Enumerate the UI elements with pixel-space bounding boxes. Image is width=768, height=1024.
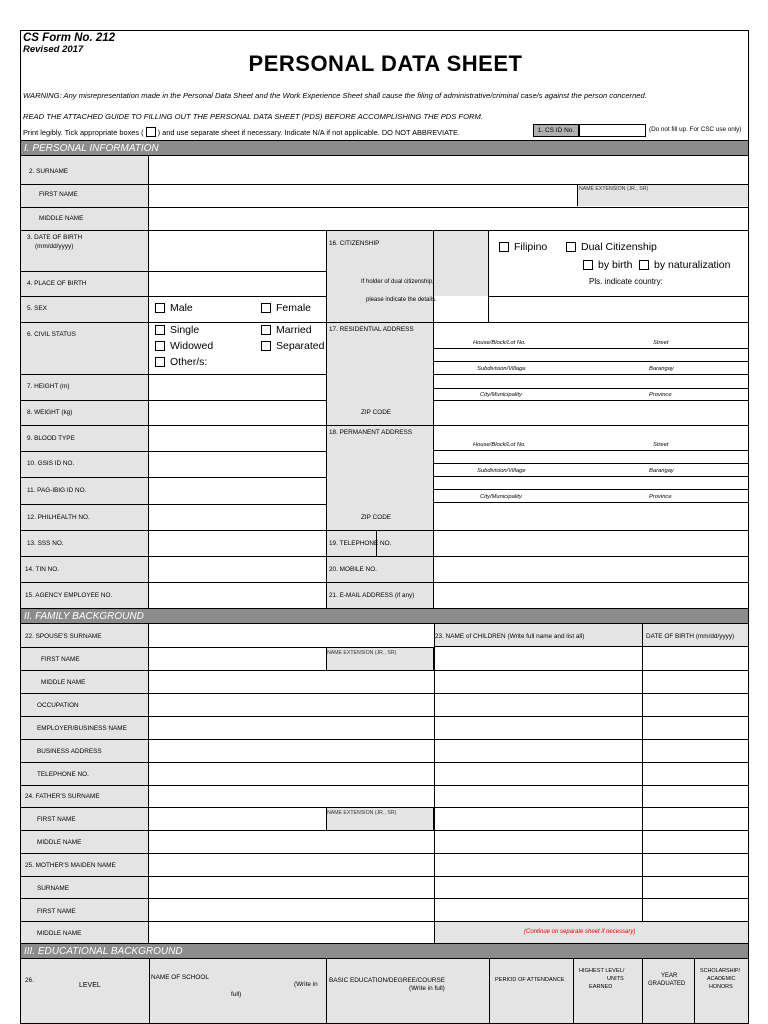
edu-school-label: NAME OF SCHOOL	[151, 974, 209, 981]
single-label: Single	[170, 324, 200, 336]
filipino-checkbox[interactable]	[499, 241, 547, 253]
csid-label: 1. CS ID No.	[533, 124, 579, 137]
dual-citizenship-checkbox[interactable]	[566, 241, 657, 253]
middle-name-label: MIDDLE NAME	[39, 215, 84, 222]
filipino-label: Filipino	[514, 241, 548, 253]
continue-note: (Continue on separate sheet if necessary)	[524, 929, 636, 935]
employer-label: EMPLOYER/BUSINESS NAME	[37, 725, 127, 732]
first-name-label: FIRST NAME	[39, 191, 78, 198]
gsis-label: 10. GSIS ID NO.	[27, 460, 75, 467]
mother-middle-label: MIDDLE NAME	[37, 930, 82, 937]
dob-label: 3. DATE OF BIRTH	[27, 234, 83, 241]
perm-province-label: Province	[649, 494, 672, 500]
mother-first-label: FIRST NAME	[37, 908, 76, 915]
female-label: Female	[276, 302, 312, 314]
surname-label: 2. SURNAME	[29, 168, 69, 175]
print-instructions-b: ) and use separate sheet if necessary. Indicate N/A if not applicable. DO NOT ABBREVIATE.	[157, 127, 460, 137]
by-birth-checkbox[interactable]	[583, 259, 632, 271]
edu-period-label: PERIOD OF ATTENDANCE	[495, 977, 565, 983]
civil-status-label: 6. CIVIL STATUS	[27, 331, 76, 338]
res-zip-label: ZIP CODE	[361, 409, 392, 416]
res-barangay-label: Barangay	[649, 366, 674, 372]
tin-label: 14. TIN NO.	[25, 566, 59, 573]
print-instructions	[23, 127, 460, 137]
pagibig-label: 11. PAG-IBIG ID NO.	[27, 487, 87, 494]
male-checkbox[interactable]	[155, 302, 193, 314]
married-checkbox[interactable]	[261, 324, 312, 336]
others-checkbox[interactable]	[155, 356, 207, 368]
dob-format: (mm/dd/yyyy)	[35, 243, 74, 250]
father-middle-label: MIDDLE NAME	[37, 839, 82, 846]
address-label-column	[326, 230, 434, 608]
sex-label: 5. SEX	[27, 305, 47, 312]
education-header	[21, 959, 749, 1024]
edu-num: 26.	[25, 977, 34, 984]
perm-zip-label: ZIP CODE	[361, 514, 392, 521]
warning-text: WARNING: Any misrepresentation made in the Personal Data Sheet and the Work Experience Sheet shall cause the filing of administrative/criminal case/s against the person concerned.	[23, 91, 647, 100]
res-street-label: Street	[653, 340, 669, 346]
perm-subdivision-label: Subdivision/Village	[477, 468, 526, 474]
pob-label: 4. PLACE OF BIRTH	[27, 280, 87, 287]
edu-highest-3: EARNED	[589, 984, 613, 990]
spouse-middle-label: MIDDLE NAME	[41, 679, 86, 686]
citizenship-note-bg	[434, 230, 489, 296]
res-subdivision-label: Subdivision/Village	[477, 366, 526, 372]
mobile-label: 20. MOBILE NO.	[329, 566, 377, 573]
mother-maiden-label: 25. MOTHER'S MAIDEN NAME	[25, 862, 116, 869]
edu-course-write: (Write in full)	[409, 985, 445, 992]
perm-city-label: City/Municipality	[480, 494, 522, 500]
edu-year-2: GRADUATED	[648, 981, 686, 987]
print-instructions-a: Print legibly. Tick appropriate boxes (	[23, 127, 144, 137]
dual-note-2: please indicate the details.	[366, 297, 437, 303]
spouse-first-label: FIRST NAME	[41, 656, 80, 663]
occupation-label: OCCUPATION	[37, 702, 79, 709]
children-label: 23. NAME of CHILDREN (Write full name and list all)	[435, 633, 585, 640]
perm-street-label: Street	[653, 442, 669, 448]
indicate-country: Pls. indicate country:	[589, 277, 663, 286]
widowed-label: Widowed	[170, 340, 214, 352]
res-province-label: Province	[649, 392, 672, 398]
married-label: Married	[276, 324, 312, 336]
edu-scholar-3: HONORS	[709, 984, 733, 990]
csid-note: (Do not fill up. For CSC use only)	[649, 126, 742, 133]
page-title: PERSONAL DATA SHEET	[248, 51, 523, 76]
weight-label: 8. WEIGHT (kg)	[27, 409, 73, 416]
read-guide-text: READ THE ATTACHED GUIDE TO FILLING OUT THE PERSONAL DATA SHEET (PDS) BEFORE ACCOMPLISHING THE PDS FORM.	[23, 112, 483, 121]
by-birth-label: by birth	[598, 259, 633, 271]
edu-year-1: YEAR	[661, 973, 678, 979]
separated-checkbox[interactable]	[261, 340, 324, 352]
email-label: 21. E-MAIL ADDRESS (if any)	[329, 592, 415, 599]
edu-level-label: LEVEL	[79, 982, 101, 989]
form-number: CS Form No. 212	[23, 32, 116, 44]
others-label: Other/s:	[170, 356, 208, 368]
blood-type-label: 9. BLOOD TYPE	[27, 435, 75, 442]
philhealth-label: 12. PHILHEALTH NO.	[27, 514, 90, 521]
spouse-surname-label: 22. SPOUSE'S SURNAME	[25, 633, 102, 640]
family-telephone-label: TELEPHONE NO.	[37, 771, 89, 778]
edu-school-full: full)	[231, 991, 242, 998]
pds-form	[20, 30, 749, 1024]
children-dob-label: DATE OF BIRTH (mm/dd/yyyy)	[646, 633, 735, 640]
res-house-label: House/Block/Lot No.	[473, 340, 526, 346]
father-surname-label: 24. FATHER'S SURNAME	[25, 793, 100, 800]
permanent-address-label: 18. PERMANENT ADDRESS	[329, 429, 412, 436]
single-checkbox[interactable]	[155, 324, 199, 336]
edu-scholar-2: ACADEMIC	[707, 976, 736, 982]
csid-input[interactable]	[579, 124, 646, 137]
male-label: Male	[170, 302, 193, 314]
by-naturalization-checkbox[interactable]	[639, 259, 730, 271]
edu-course-label: BASIC EDUCATION/DEGREE/COURSE	[329, 977, 445, 984]
edu-scholar-1: SCHOLARSHIP/	[700, 968, 741, 974]
dual-note-1: If holder of dual citizenship,	[361, 279, 434, 285]
by-nat-label: by naturalization	[654, 259, 731, 271]
widowed-checkbox[interactable]	[155, 340, 213, 352]
perm-house-label: House/Block/Lot No.	[473, 442, 526, 448]
section-educational-background: III. EDUCATIONAL BACKGROUND	[21, 943, 749, 959]
citizenship-label: 16. CITIZENSHIP	[329, 240, 380, 247]
residential-address-label: 17. RESIDENTIAL ADDRESS	[329, 326, 414, 333]
separated-label: Separated	[276, 340, 325, 352]
edu-highest-2: UNITS	[607, 976, 624, 982]
spouse-ext-label: NAME EXTENSION (JR., SR)	[327, 650, 397, 656]
section-family-background: II. FAMILY BACKGROUND	[21, 608, 749, 624]
edu-school-write: (Write in	[294, 981, 318, 988]
res-city-label: City/Municipality	[480, 392, 522, 398]
female-checkbox[interactable]	[261, 302, 311, 314]
family-label-column	[21, 624, 149, 943]
sss-label: 13. SSS NO.	[27, 540, 64, 547]
form-revision: Revised 2017	[23, 44, 84, 55]
name-extension-label: NAME EXTENSION (JR., SR)	[579, 186, 649, 192]
perm-barangay-label: Barangay	[649, 468, 674, 474]
dual-label: Dual Citizenship	[581, 241, 657, 253]
father-ext-label: NAME EXTENSION (JR., SR)	[327, 810, 397, 816]
edu-highest-1: HIGHEST LEVEL/	[579, 968, 625, 974]
business-address-label: BUSINESS ADDRESS	[37, 748, 102, 755]
height-label: 7. HEIGHT (m)	[27, 383, 70, 390]
telephone-label: 19. TELEPHONE NO.	[329, 540, 392, 547]
section-personal-information: I. PERSONAL INFORMATION	[21, 140, 749, 156]
father-first-label: FIRST NAME	[37, 816, 76, 823]
mother-surname-label: SURNAME	[37, 885, 69, 892]
sample-checkbox-icon	[146, 127, 156, 137]
agency-label: 15. AGENCY EMPLOYEE NO.	[25, 592, 113, 599]
